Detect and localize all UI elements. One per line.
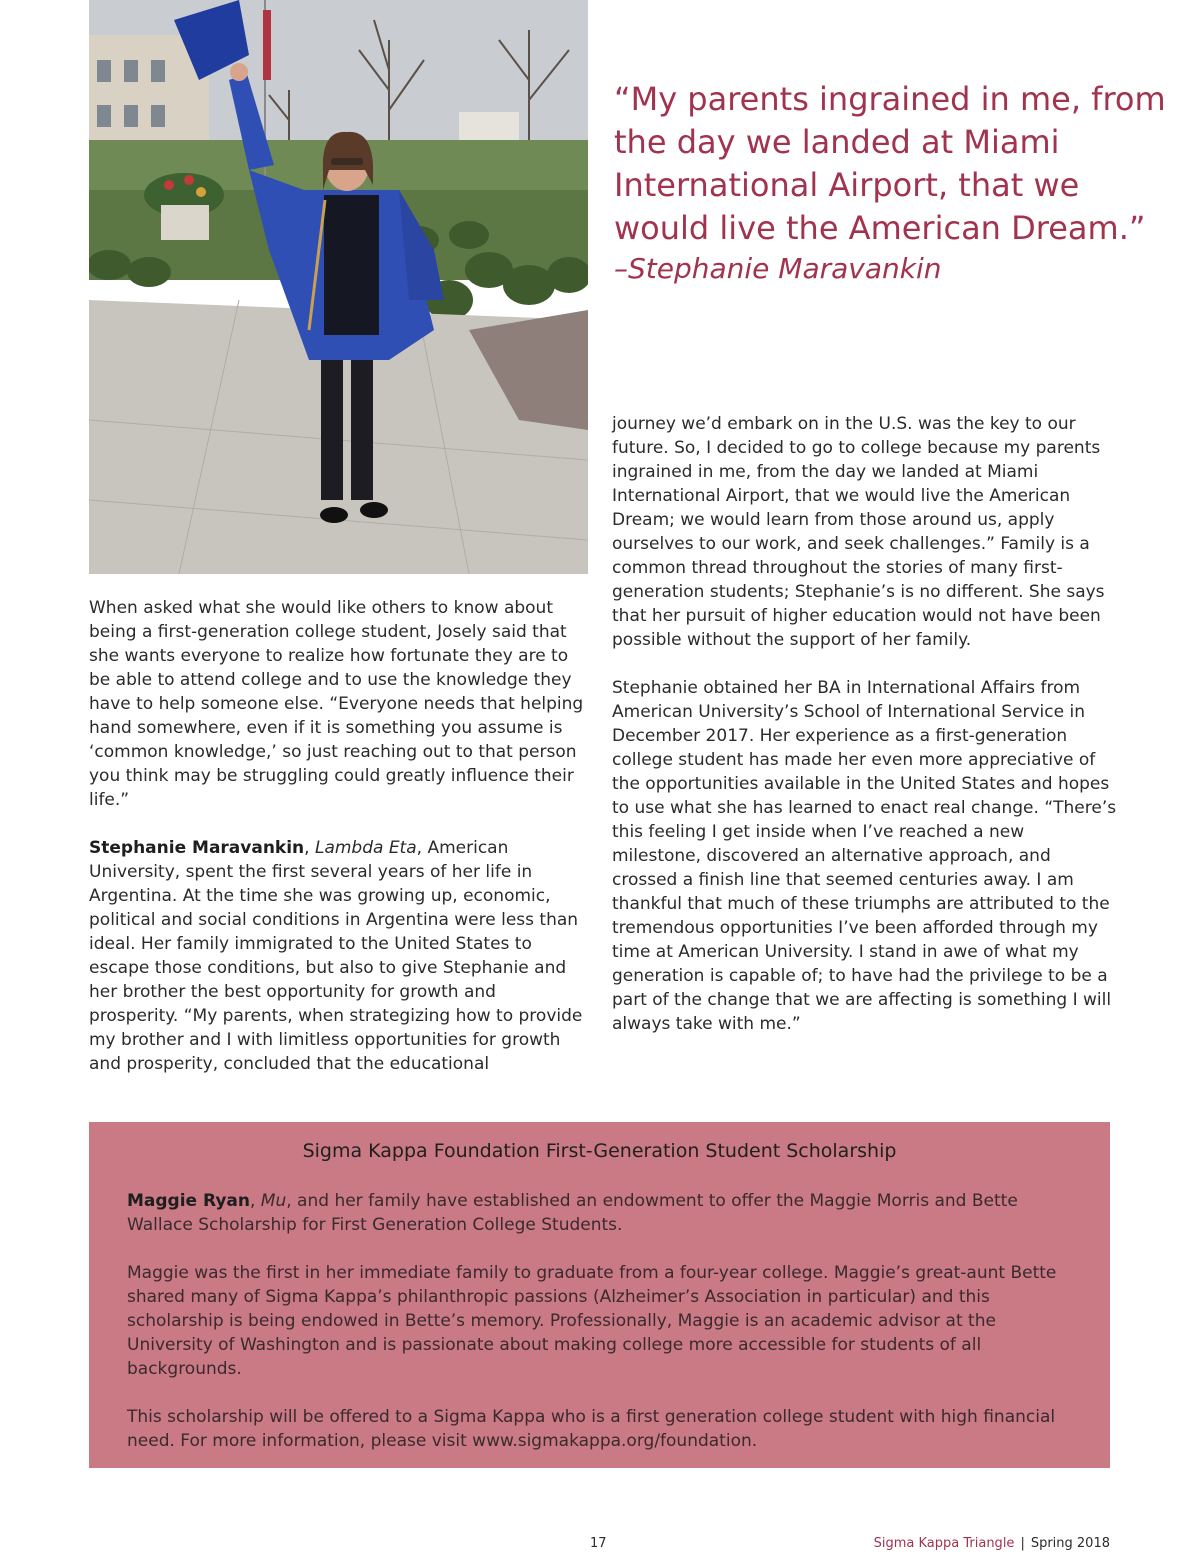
degree-paragraph: Stephanie obtained her BA in International Affairs from American University’s School of International Service in December 2017. Her experience as a first-generation college student has made her even more appreciative of the opportunities available in the United States and hopes to use what she has learned to enact real change. “There’s this feeling I get inside when I’ve reached a new milestone, discovered an alternative approach, and crossed a finish line that seemed centuries away. I am thankful that much of these triumphs are attributed to the tremendous opportunities I’ve been afforded through my time at American University. I stand in awe of what my generation is capable of; to have had the privilege to be a part of the change that we are affecting is something I will always take with me.” — [612, 678, 1117, 1034]
scholarship-info-paragraph: This scholarship will be offered to a Sigma Kappa who is a first generation college student with high financial need. For more information, please visit www.sigmakappa.org/foundation. — [127, 1407, 1056, 1451]
pull-quote-text: “My parents ingrained in me, from the day we landed at Miami International Airport, that we would live the American Dream.” — [614, 80, 1166, 247]
maggie-name: Maggie Ryan — [127, 1191, 250, 1211]
footer-separator: | — [1020, 1536, 1025, 1551]
stephanie-name: Stephanie Maravankin — [89, 838, 305, 858]
stephanie-intro-paragraph — [89, 836, 589, 1076]
pull-quote-attribution: –Stephanie Maravankin — [614, 252, 942, 285]
family-paragraph: journey we’d embark on in the U.S. was the key to our future. So, I decided to go to college because my parents ingrained in me, from the day we landed at Miami International Airport, that we would live the American Dream; we would learn from those around us, apply ourselves to our work, and seek challenges.” Family is a common thread throughout the stories of many first-generation students; Stephanie’s is no different. She says that her pursuit of higher education would not have been possible without the support of her family. — [612, 414, 1105, 650]
scholarship-title: Sigma Kappa Foundation First-Generation Student Scholarship — [302, 1140, 897, 1162]
publication-name: Sigma Kappa Triangle — [873, 1536, 1015, 1551]
scholarship-endowment-paragraph — [127, 1189, 1072, 1237]
graduation-photo — [89, 0, 588, 574]
right-column — [612, 412, 1117, 1036]
stephanie-intro-text: , American University, spent the first several years of her life in Argentina. At the time she was growing up, economic, political and social conditions in Argentina were less than ideal. Her family immigrated to the United States to escape those conditions, but also to give Stephanie and her brother the best opportunity for growth and prosperity. “My parents, when strategizing how to provide my brother and I with limitless opportunities for growth and prosperity, concluded that the educational — [89, 838, 583, 1074]
stephanie-chapter: Lambda Eta — [314, 838, 417, 858]
pull-quote — [614, 78, 1174, 288]
issue-name: Spring 2018 — [1030, 1536, 1110, 1551]
scholarship-endowment-text: , and her family have established an endowment to offer the Maggie Morris and Bette Wallace Scholarship for First Generation College Students. — [127, 1191, 1018, 1235]
page-number: 17 — [590, 1536, 607, 1551]
graduation-photo-illustration — [89, 0, 588, 574]
josely-paragraph: When asked what she would like others to know about being a first-generation college student, Josely said that she wants everyone to realize how fortunate they are to be able to attend college and to use the knowledge they have to help someone else. “Everyone needs that helping hand somewhere, even if it is something you assume is ‘common knowledge,’ so just reaching out to that person you think may be struggling could greatly influence their life.” — [89, 598, 584, 810]
scholarship-box — [89, 1122, 1110, 1468]
maggie-chapter: Mu — [260, 1191, 287, 1211]
stephanie-separator: , — [304, 838, 315, 858]
footer-publication — [874, 1536, 1110, 1551]
scholarship-maggie-paragraph: Maggie was the first in her immediate family to graduate from a four-year college. Maggie’s great-aunt Bette shared many of Sigma Kappa’s philanthropic passions (Alzheimer’s Association in particular) and this scholarship is being endowed in Bette’s memory. Professionally, Maggie is an academic advisor at the University of Washington and is passionate about making college more accessible for students of all backgrounds. — [127, 1263, 1057, 1379]
maggie-separator: , — [249, 1191, 261, 1211]
left-column — [89, 596, 589, 1076]
